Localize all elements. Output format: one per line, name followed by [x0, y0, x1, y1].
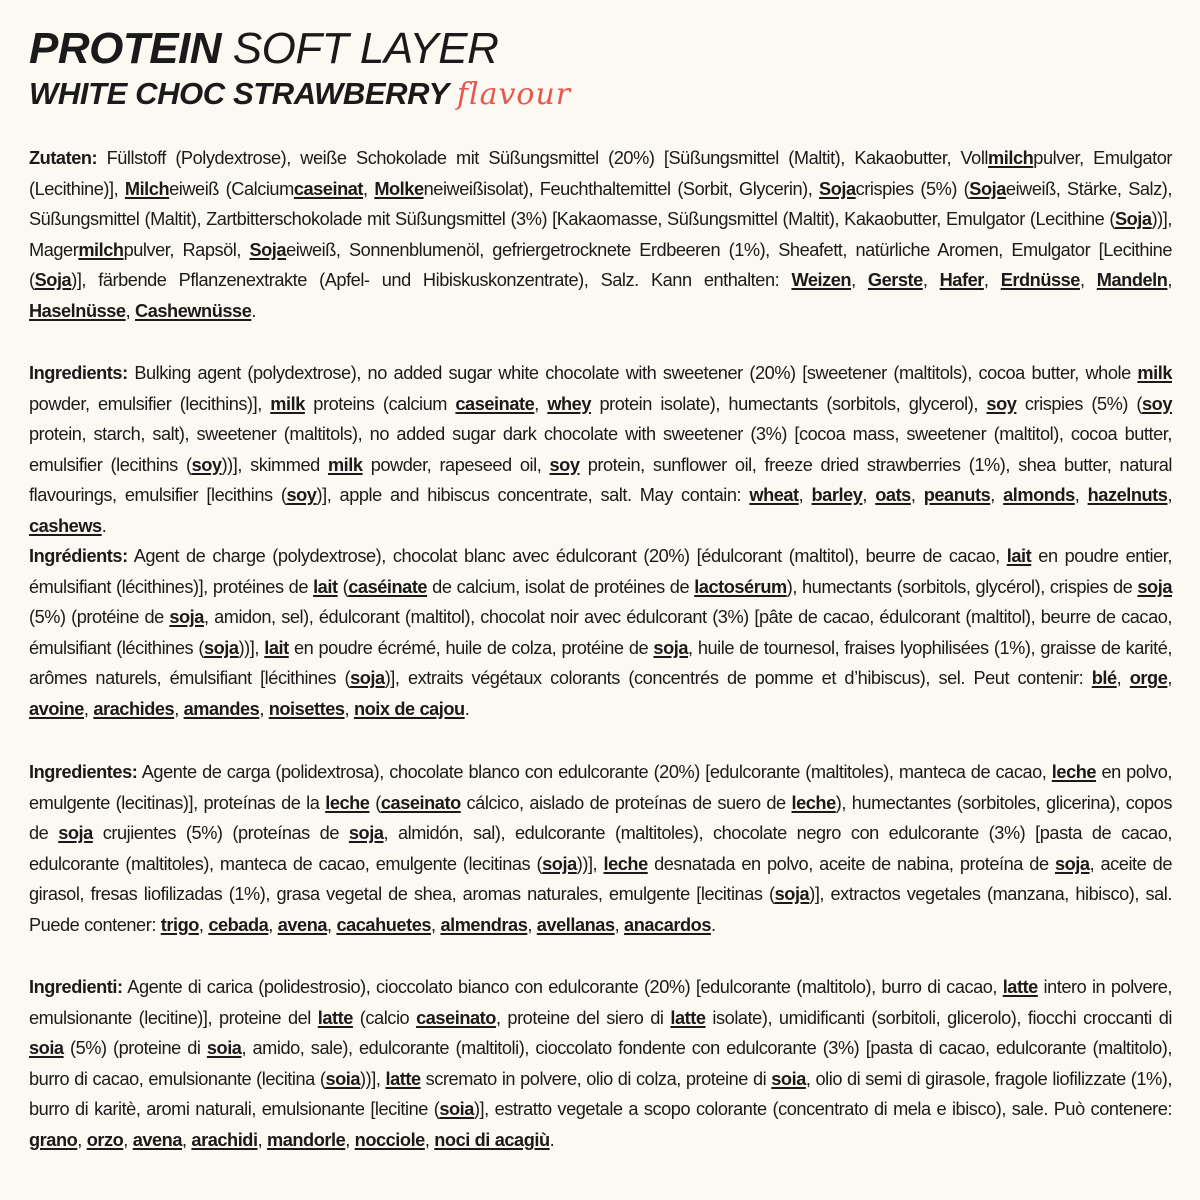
allergen: latte [670, 1007, 706, 1028]
allergen: lait [264, 637, 289, 658]
may-contain-allergen: avellanas [536, 914, 615, 935]
separator: , [174, 698, 184, 719]
may-contain-allergen: trigo [160, 914, 199, 935]
ingredient-text: eiweiß (Calcium [169, 178, 294, 199]
separator: , [798, 485, 812, 506]
ingredient-text: de calcium, isolat de protéines de [427, 576, 695, 597]
may-contain-allergen: oats [875, 485, 911, 506]
separator: , [259, 698, 269, 719]
ingredient-text: ), humectantes (sorbitoles, glicerina), copos de [29, 792, 1172, 844]
ingredients-block-french [29, 541, 1172, 725]
separator: , [257, 1129, 267, 1150]
allergen: latte [317, 1007, 353, 1028]
ingredient-text: ( [369, 792, 381, 813]
allergen: soja [1137, 576, 1172, 597]
ingredient-text: protein, sunflower oil, freeze dried strawberries (1%), shea butter, natural flavourings, emulsifier [lecithins ( [29, 454, 1173, 506]
ingredient-text: ), humectants (sorbitols, glycérol), crispies de [786, 576, 1138, 597]
allergen: soja [169, 607, 204, 628]
allergen: soia [771, 1068, 806, 1089]
ingredients-block-english [29, 358, 1172, 542]
may-contain-allergen: amandes [183, 698, 260, 719]
product-subtitle [29, 74, 1172, 120]
allergen: leche [325, 792, 370, 813]
ingredient-text: ))], skimmed [221, 454, 328, 475]
allergen: Soja [249, 239, 287, 260]
ingredients-label-spanish: Ingredientes: [29, 762, 138, 782]
may-contain-allergen: arachides [93, 698, 175, 719]
separator: , [527, 914, 537, 935]
allergen: Molke [374, 178, 424, 199]
allergen: Soja [969, 178, 1006, 199]
ingredient-text: en polvo, emulgente (lecitinas)], proteínas de la [29, 762, 1172, 813]
may-contain-allergen: cashews [29, 515, 102, 536]
allergen: soy [1142, 393, 1172, 414]
separator: , [1167, 270, 1173, 291]
may-contain-allergen: almendras [440, 914, 528, 935]
ingredient-text: )], extraits végétaux colorants (concentrés de pomme et d’hibiscus), sel. Peut contenir: [384, 668, 1092, 689]
separator: , [1116, 668, 1130, 689]
allergen: latte [1002, 977, 1038, 997]
flavour-name: WHITE CHOC STRAWBERRY [29, 76, 449, 111]
allergen: leche [603, 853, 648, 874]
separator: , [1167, 485, 1173, 506]
allergen: Soja [34, 270, 72, 291]
separator: , [344, 698, 354, 719]
may-contain-allergen: Gerste [867, 270, 923, 291]
ingredient-text: desnatada en polvo, aceite de nabina, proteína de [647, 853, 1055, 874]
allergen: caseinato [380, 792, 461, 813]
may-contain-allergen: Cashewnüsse [135, 300, 252, 321]
allergen: milk [270, 393, 305, 414]
allergen: milk [327, 454, 363, 475]
separator: , [268, 914, 278, 935]
may-contain-allergen: Mandeln [1096, 270, 1168, 291]
allergen: soja [1054, 853, 1090, 874]
separator: , [125, 300, 136, 321]
separator: , [1167, 668, 1172, 689]
separator: , [327, 914, 337, 935]
allergen: milch [78, 239, 124, 260]
allergen: soy [286, 485, 317, 506]
separator: , [123, 1129, 133, 1150]
ingredient-text: )], apple and hibiscus concentrate, salt. May contain: [316, 485, 750, 506]
separator: , [345, 1129, 355, 1150]
ingredient-text: , almidón, sal), edulcorante (maltitoles), chocolate negro con edulcorante (3%) [pasta de cacao, edulcorante (maltitoles), manteca de cacao, emulgente (lecitinas ( [29, 823, 1172, 874]
allergen: Soja [819, 178, 856, 199]
separator: , [424, 1129, 435, 1150]
ingredient-text: ( [337, 576, 349, 597]
ingredient-text: )], färbende Pflanzenextrakte (Apfel- und Hibiskuskonzentrate), Salz. Kann enthalten: [71, 270, 792, 291]
may-contain-allergen: hazelnuts [1087, 485, 1168, 506]
may-contain-allergen: noix de cajou [353, 698, 465, 719]
may-contain-allergen: orge [1129, 668, 1168, 689]
allergen: lait [313, 576, 338, 597]
may-contain-allergen: noisettes [268, 698, 345, 719]
ingredient-text: , amidon, sel), édulcorant (maltitol), chocolat noir avec édulcorant (3%) [pâte de cacao, édulcorant (maltitol), beurre de cacao, émulsifiant (lécithines ( [29, 607, 1173, 658]
may-contain-allergen: avoine [29, 698, 84, 719]
may-contain-allergen: grano [29, 1129, 78, 1150]
may-contain-allergen: cebada [208, 914, 269, 935]
may-contain-allergen: Erdnüsse [1000, 270, 1080, 291]
ingredient-text: ))], [576, 853, 604, 874]
terminator: . [101, 515, 107, 536]
allergen: whey [547, 393, 591, 414]
allergen: caseinate [455, 393, 535, 414]
allergen: soia [439, 1099, 474, 1120]
allergen: latte [385, 1068, 421, 1089]
may-contain-allergen: almonds [1003, 485, 1075, 506]
ingredient-text: neiweißisolat), Feuchthaltemittel (Sorbit, Glycerin), [423, 178, 820, 199]
ingredient-text: cálcico, aislado de proteínas de suero de [460, 792, 792, 813]
ingredient-text: en poudre entier, émulsifiant (lécithines)], protéines de [29, 546, 1172, 597]
ingredient-text: crispies (5%) ( [855, 178, 970, 199]
ingredient-text: powder, emulsifier (lecithins)], [29, 393, 271, 414]
ingredients-block-german [29, 143, 1172, 327]
allergen: soja [58, 823, 93, 844]
allergen: soja [203, 637, 239, 658]
allergen: soia [325, 1068, 361, 1089]
ingredient-text: )], extractos vegetales (manzana, hibisco), sal. Puede contener: [29, 884, 1172, 935]
allergen: leche [791, 792, 836, 813]
allergen: soja [348, 823, 384, 844]
may-contain-allergen: avena [277, 914, 328, 935]
ingredient-text: eiweiß, Stärke, Salz), Süßungsmittel (Maltit), Zartbitterschokolade mit Süßungsmittel (3%) [Kakaomasse, Süßungsmittel (Maltit), Kakaobutter, Emulgator (Lecithine ( [29, 178, 1173, 230]
ingredient-text: Agent de charge (polydextrose), chocolat blanc avec édulcorant (20%) [édulcorant (maltitol), beurre de cacao, [127, 546, 1007, 566]
may-contain-allergen: anacardos [624, 914, 711, 935]
ingredient-text: , proteine del siero di [495, 1007, 671, 1028]
may-contain-allergen: cacahuetes [336, 914, 432, 935]
ingredients-label-german: Zutaten: [29, 148, 98, 168]
allergen: soja [542, 853, 577, 874]
allergen: lait [1006, 546, 1032, 566]
product-title [29, 0, 1172, 74]
allergen: milch [988, 148, 1034, 168]
product-title-bold: PROTEIN [29, 24, 222, 73]
separator: , [83, 698, 94, 719]
ingredient-text: Agente de carga (polidextrosa), chocolate blanco con edulcorante (20%) [edulcorante (maltitoles), manteca de cacao, [137, 762, 1052, 782]
ingredient-text: protein isolate), humectants (sorbitols, glycerol), [591, 393, 987, 414]
separator: , [431, 914, 441, 935]
ingredient-text: , olio di semi di girasole, fragole liofilizzate (1%), burro di karitè, aromi naturali, emulsionante [lecitine ( [29, 1068, 1172, 1120]
separator: , [922, 270, 940, 291]
terminator: . [549, 1129, 555, 1150]
may-contain-allergen: blé [1091, 668, 1117, 689]
ingredient-text: crujientes (5%) (proteínas de [92, 823, 349, 844]
separator: , [1074, 485, 1088, 506]
may-contain-allergen: Weizen [791, 270, 852, 291]
allergen: caseinat [293, 178, 364, 199]
ingredient-text: powder, rapeseed oil, [362, 454, 550, 475]
allergen: Milch [124, 178, 170, 199]
ingredient-text: , [363, 178, 375, 199]
may-contain-allergen: avena [132, 1129, 183, 1150]
separator: , [182, 1129, 192, 1150]
allergen: caséinate [348, 576, 428, 597]
may-contain-allergen: Hafer [939, 270, 984, 291]
allergen: lactosérum [694, 576, 787, 597]
ingredient-text: (5%) (protéine de [29, 607, 170, 628]
ingredient-text: ))], Mager [29, 209, 1172, 260]
ingredient-text: isolate), umidificanti (sorbitoli, glicerolo), fiocchi croccanti di [705, 1007, 1172, 1028]
ingredient-text: en poudre écrémé, huile de colza, protéine de [288, 637, 654, 658]
allergen: soy [549, 454, 580, 475]
ingredients-label-italian: Ingredienti: [29, 977, 123, 997]
separator: , [614, 914, 625, 935]
ingredient-text: intero in polvere, emulsionante (lecitine)], proteine del [29, 977, 1172, 1028]
allergen: soy [191, 454, 222, 475]
may-contain-allergen: arachidi [191, 1129, 258, 1150]
may-contain-allergen: orzo [86, 1129, 124, 1150]
separator: , [77, 1129, 87, 1150]
ingredient-text: protein, starch, salt), sweetener (maltitols), no added sugar dark chocolate with sweetener (3%) [cocoa mass, sweetener (maltitol), cocoa butter, emulsifier (lecithins ( [29, 424, 1172, 475]
ingredient-text: ))], [238, 637, 265, 658]
terminator: . [251, 300, 256, 321]
allergen: milk [1137, 363, 1172, 383]
ingredient-text: Füllstoff (Polydextrose), weiße Schokolade mit Süßungsmittel (20%) [Süßungsmittel (Maltit), Kakaobutter, Voll [97, 148, 989, 168]
allergen: soia [29, 1038, 64, 1059]
terminator: . [464, 698, 470, 719]
allergen: leche [1051, 762, 1097, 782]
ingredient-text: , huile de tournesol, fraises lyophilisées (1%), graisse de karité, arômes naturels, émulsifiant [lécithines ( [29, 637, 1173, 689]
ingredients-block-italian [29, 972, 1172, 1156]
ingredient-text: Agente di carica (polidestrosio), cioccolato bianco con edulcorante (20%) [edulcorante (maltitolo), burro di cacao, [122, 977, 1003, 997]
may-contain-allergen: barley [811, 485, 863, 506]
ingredient-text: (calcio [352, 1007, 417, 1028]
ingredient-text: scremato in polvere, olio di colza, proteine di [420, 1068, 772, 1089]
ingredient-text: Bulking agent (polydextrose), no added sugar white chocolate with sweetener (20%) [sweetener (maltitols), cocoa butter, whole [127, 363, 1138, 383]
may-contain-allergen: Haselnüsse [29, 300, 126, 321]
ingredient-text: pulver, Rapsöl, [123, 239, 250, 260]
allergen: Soja [1114, 209, 1152, 230]
ingredient-text: proteins (calcium [304, 393, 456, 414]
separator: , [910, 485, 924, 506]
ingredient-text: eiweiß, Sonnenblumenöl, gefriergetrocknete Erdbeeren (1%), Sheafett, natürliche Aromen, Emulgator [Lecithine ( [29, 239, 1172, 291]
separator: , [851, 270, 868, 291]
allergen: caseinato [416, 1007, 496, 1028]
ingredients-block-spanish [29, 757, 1172, 941]
separator: , [983, 270, 1001, 291]
ingredient-text: , [534, 393, 548, 414]
may-contain-allergen: noci di acagiù [434, 1129, 550, 1150]
terminator: . [710, 914, 716, 935]
ingredient-text: , amido, sale), edulcorante (maltitoli), cioccolato fondente con edulcorante (3%) [pasta di cacao, edulcorante (maltitolo), burro di cacao, emulsionante (lecitina ( [29, 1038, 1172, 1089]
may-contain-allergen: nocciole [354, 1129, 425, 1150]
flavour-script-word: flavour [456, 77, 572, 112]
separator: , [990, 485, 1004, 506]
ingredient-text: )], estratto vegetale a scopo colorante (concentrato di mela e ibisco), sale. Può contenere: [473, 1099, 1173, 1120]
ingredients-label-english: Ingredients: [29, 363, 128, 383]
separator: , [198, 914, 209, 935]
allergen: soja [774, 884, 810, 905]
product-title-light: SOFT LAYER [221, 24, 499, 73]
may-contain-allergen: peanuts [923, 485, 991, 506]
may-contain-allergen: wheat [749, 485, 799, 506]
ingredient-text: ))], [360, 1068, 386, 1089]
may-contain-allergen: mandorle [266, 1129, 346, 1150]
allergen: soia [206, 1038, 242, 1059]
ingredient-text: pulver, Emulgator (Lecithine)], [29, 148, 1172, 199]
allergen: soy [986, 393, 1017, 414]
ingredient-text: , aceite de girasol, fresas liofilizadas (1%), grasa vegetal de shea, aromas naturales, emulgente [lecitinas ( [29, 853, 1172, 905]
ingredients-label-french: Ingrédients: [29, 546, 128, 566]
separator: , [1079, 270, 1097, 291]
ingredient-text: crispies (5%) ( [1016, 393, 1142, 414]
allergen: soja [653, 637, 688, 658]
separator: , [862, 485, 876, 506]
ingredient-text: (5%) (proteine di [63, 1038, 207, 1059]
allergen: soja [350, 668, 385, 689]
